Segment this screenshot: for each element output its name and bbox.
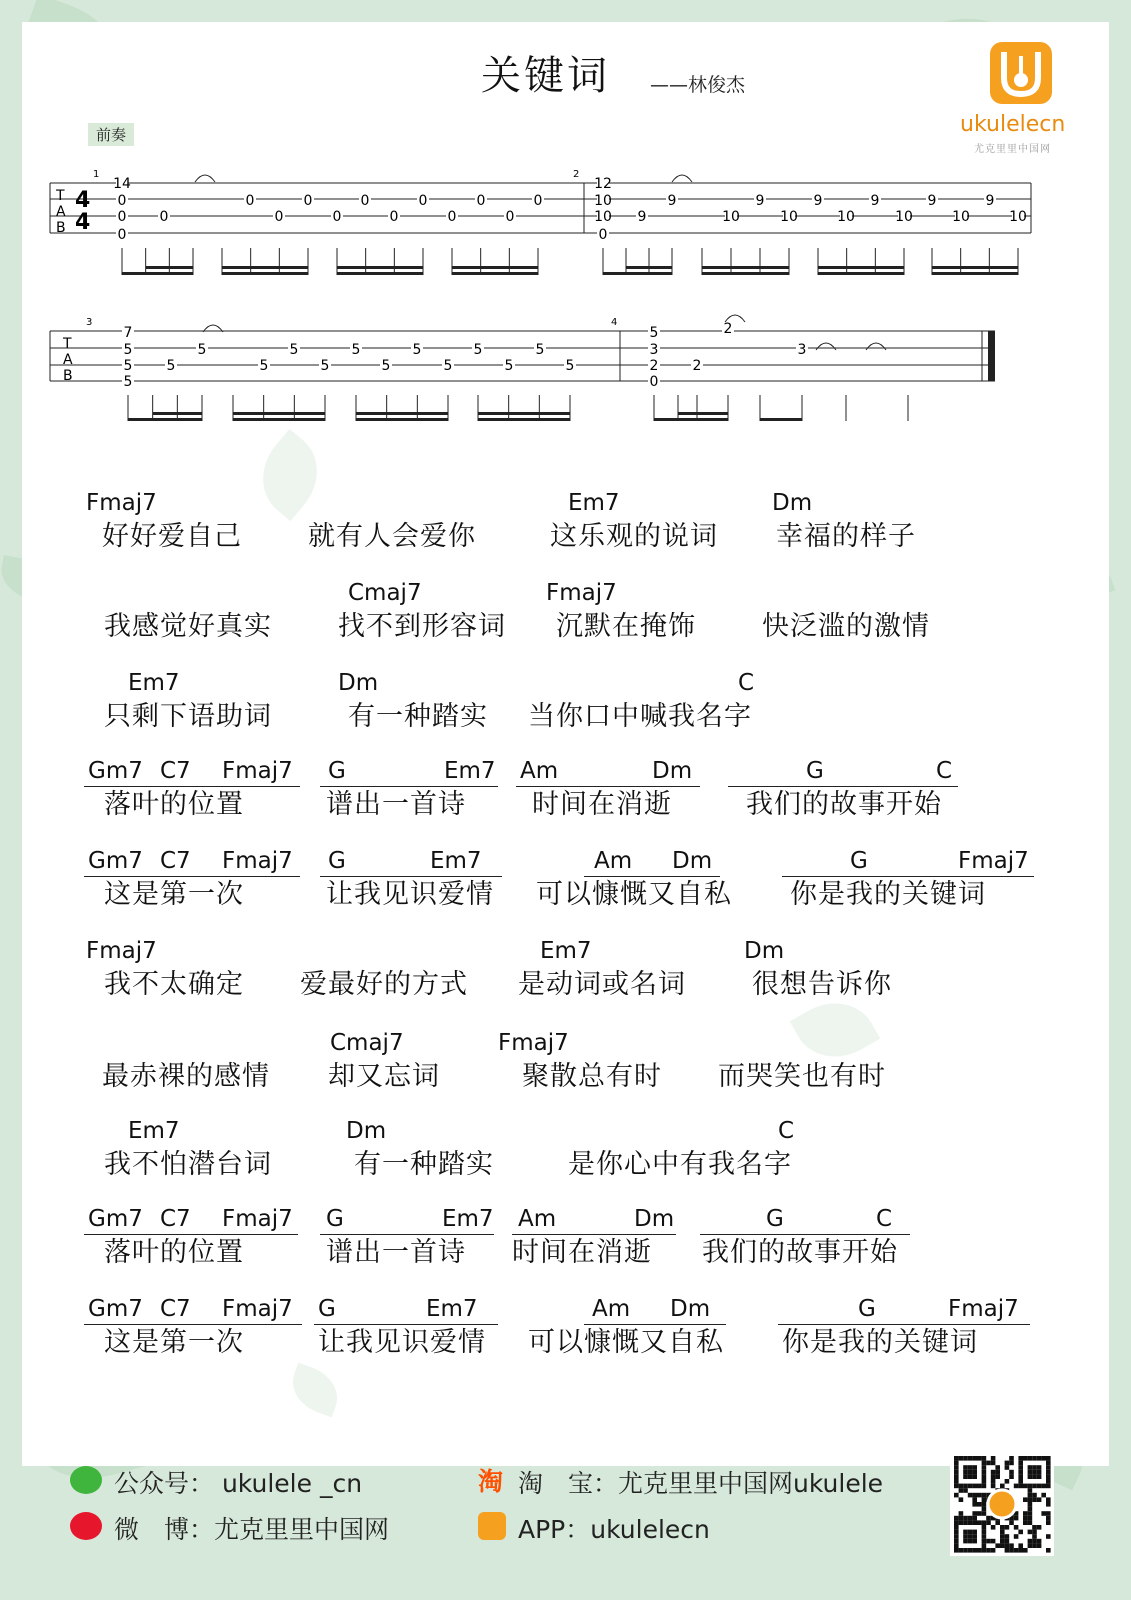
lyric-phrase: 这是第一次 [104,1327,244,1358]
lyric-phrase: 时间在消逝 [532,789,672,820]
chord-label: Dm [670,1296,711,1322]
chord-label: Dm [772,490,813,516]
tab-fret-number: 0 [303,193,313,209]
chord-underline [778,1324,1030,1325]
app-name: APP：ukulelecn [518,1515,710,1544]
chord-underline [314,1324,498,1325]
tab-fret-number: 9 [755,193,765,209]
tie-arc [866,343,886,350]
chord-label: C7 [160,1296,191,1322]
chord-label: G [766,1206,784,1232]
rhythm-beam [233,412,325,415]
chord-underline [84,786,300,787]
tab-fret-number: 5 [649,325,659,341]
lyric-phrase: 谱出一首诗 [326,1237,466,1268]
artist-name: ——林俊杰 [650,74,746,96]
chord-label: Em7 [426,1296,478,1322]
lyric-phrase: 让我见识爱情 [326,879,494,910]
chord-label: Fmaj7 [546,580,617,606]
lyric-phrase: 沉默在掩饰 [556,611,696,642]
chord-label: Em7 [444,758,496,784]
tab-fret-number: 0 [533,193,543,209]
tab-fret-number: 0 [389,209,399,225]
chord-label: Em7 [540,938,592,964]
tab-fret-number: 0 [117,227,127,243]
chord-underline [584,1324,726,1325]
chord-label: C7 [160,848,191,874]
tab-fret-number: 10 [895,209,913,225]
tab-fret-number: 5 [412,342,422,358]
chord-label: Em7 [128,670,180,696]
lyric-phrase: 落叶的位置 [104,789,244,820]
lyric-phrase: 很想告诉你 [752,969,892,1000]
tab-fret-number: 0 [476,193,486,209]
tab-fret-number: 5 [123,342,133,358]
chord-label: C7 [160,1206,191,1232]
tab-fret-number: 9 [985,193,995,209]
tab-fret-number: 10 [780,209,798,225]
lyric-phrase: 让我见识爱情 [318,1327,486,1358]
tab-fret-number: 10 [952,209,970,225]
tab-fret-number: 5 [535,342,545,358]
chord-label: G [326,1206,344,1232]
chord-label: C [876,1206,893,1232]
weibo-icon [70,1512,102,1540]
lyric-phrase: 聚散总有时 [522,1061,662,1092]
tab-fret-number: 0 [598,227,608,243]
intro-label: 前奏 [88,123,134,146]
tab-fret-number: 5 [197,342,207,358]
chord-label: Fmaj7 [958,848,1029,874]
chord-label: G [858,1296,876,1322]
tab-fret-number: 5 [504,358,514,374]
tab-fret-number: 0 [360,193,370,209]
chord-label: G [328,758,346,784]
chord-underline [84,876,300,877]
brand-subtitle: 尤克里里中国网 [974,144,1051,155]
rhythm-beam [626,266,672,269]
chord-underline [728,786,958,787]
tab-fret-number: 9 [637,209,647,225]
chord-label: Am [520,758,559,784]
lyric-phrase: 幸福的样子 [776,521,916,552]
chord-underline [584,876,720,877]
lyric-phrase: 有一种踏实 [348,701,488,732]
tab-fret-number: 5 [565,358,575,374]
lyric-phrase: 却又忘词 [328,1061,440,1092]
rhythm-beam [122,272,193,275]
rhythm-beam [153,412,202,415]
lyric-phrase: 这乐观的说词 [550,521,718,552]
tab-fret-number: 0 [332,209,342,225]
tab-fret-number: 2 [723,321,733,337]
chord-label: C [738,670,755,696]
chord-label: Fmaj7 [222,1296,293,1322]
tab-fret-number: 3 [649,342,659,358]
measure-number: 3 [86,317,93,328]
chord-underline [84,1324,302,1325]
lyric-phrase: 最赤裸的感情 [102,1061,270,1092]
chord-label: C [936,758,953,784]
tab-fret-number: 9 [927,193,937,209]
rhythm-beam [356,418,448,421]
rhythm-beam [146,266,193,269]
qr-code [950,1452,1054,1556]
chord-label: Dm [346,1118,387,1144]
tab-fret-number: 12 [594,176,612,192]
tab-fret-number: 10 [594,209,612,225]
chord-label: Fmaj7 [222,848,293,874]
chord-label: C7 [160,758,191,784]
chord-label: Dm [652,758,693,784]
time-signature-bottom: 4 [75,210,91,235]
chord-label: Dm [634,1206,675,1232]
chord-label: Am [594,848,633,874]
chord-label: Dm [744,938,785,964]
tab-fret-number: 5 [289,342,299,358]
rhythm-beam [128,418,202,421]
chord-label: Gm7 [88,1206,143,1232]
rhythm-beam [222,272,308,275]
chord-label: G [328,848,346,874]
tie-arc [672,175,692,182]
tab-fret-number: 5 [351,342,361,358]
rhythm-beam [222,266,308,269]
tab-fret-number: 0 [245,193,255,209]
chord-label: Gm7 [88,758,143,784]
chord-underline [84,1234,298,1235]
taobao-icon: 淘 [478,1467,504,1496]
chord-underline [516,786,700,787]
chord-label: G [806,758,824,784]
chord-label: G [318,1296,336,1322]
lyric-phrase: 是动词或名词 [518,969,686,1000]
lyric-phrase: 只剩下语助词 [104,701,272,732]
tab-clef-t: T [63,336,72,352]
rhythm-beam [478,418,570,421]
rhythm-beam [932,266,1018,269]
rhythm-beam [356,412,448,415]
chord-label: Cmaj7 [348,580,422,606]
rhythm-beam [452,272,538,275]
rhythm-beam [818,272,904,275]
chord-label: Fmaj7 [948,1296,1019,1322]
tab-fret-number: 3 [797,342,807,358]
tab-fret-number: 10 [722,209,740,225]
wechat-icon [70,1466,102,1494]
tab-clef-t: T [56,188,65,204]
tab-fret-number: 5 [123,358,133,374]
tie-arc [195,175,215,182]
lyric-phrase: 而哭笑也有时 [718,1061,886,1092]
chord-label: Em7 [430,848,482,874]
lyric-phrase: 落叶的位置 [104,1237,244,1268]
rhythm-beam [233,418,325,421]
brand-name: ukulelecn [960,112,1066,137]
rhythm-beam [678,412,728,415]
lyric-phrase: 你是我的关键词 [790,879,986,910]
tab-clef-b: B [63,368,73,384]
tab-fret-number: 9 [813,193,823,209]
lyric-phrase: 可以慷慨又自私 [528,1327,724,1358]
tablature [0,0,1131,440]
rhythm-beam [603,272,672,275]
chord-underline [782,876,1034,877]
tab-fret-number: 14 [113,176,131,192]
lyric-phrase: 我不怕潜台词 [104,1149,272,1180]
tab-clef-b: B [56,220,66,236]
tab-fret-number: 5 [259,358,269,374]
song-title: 关键词 [481,53,610,99]
tab-fret-number: 7 [123,325,133,341]
chord-label: Cmaj7 [330,1030,404,1056]
lyric-phrase: 爱最好的方式 [300,969,468,1000]
tab-fret-number: 2 [649,358,659,374]
chord-label: Am [518,1206,557,1232]
time-signature-top: 4 [75,188,91,213]
chord-label: Em7 [442,1206,494,1232]
measure-number: 2 [573,169,580,180]
chord-label: Fmaj7 [222,1206,293,1232]
chord-label: Dm [672,848,713,874]
tab-fret-number: 5 [166,358,176,374]
lyric-phrase: 是你心中有我名字 [568,1149,792,1180]
tab-fret-number: 10 [1009,209,1027,225]
tab-fret-number: 0 [505,209,515,225]
tab-fret-number: 2 [692,358,702,374]
tie-arc [816,343,836,350]
chord-underline [700,1234,910,1235]
lyric-phrase: 当你口中喊我名字 [528,701,752,732]
lyric-phrase: 你是我的关键词 [782,1327,978,1358]
tab-fret-number: 5 [320,358,330,374]
rhythm-beam [702,272,789,275]
tab-fret-number: 0 [447,209,457,225]
chord-label: Em7 [568,490,620,516]
chord-label: Fmaj7 [86,938,157,964]
tab-fret-number: 0 [274,209,284,225]
chord-label: C [778,1118,795,1144]
lyric-phrase: 时间在消逝 [512,1237,652,1268]
tab-fret-number: 9 [667,193,677,209]
lyric-phrase: 就有人会爱你 [308,521,476,552]
rhythm-beam [760,418,802,421]
lyric-phrase: 我们的故事开始 [746,789,942,820]
wechat-account: 公众号： ukulele _cn [114,1469,363,1498]
lyric-phrase: 我感觉好真实 [104,611,272,642]
chord-label: Fmaj7 [86,490,157,516]
tab-fret-number: 0 [649,374,659,390]
rhythm-beam [478,412,570,415]
tab-fret-number: 0 [117,193,127,209]
rhythm-beam [818,266,904,269]
rhythm-beam [337,266,423,269]
tab-fret-number: 10 [837,209,855,225]
tab-fret-number: 5 [381,358,391,374]
chord-label: Fmaj7 [498,1030,569,1056]
chord-label: G [850,848,868,874]
tab-fret-number: 5 [473,342,483,358]
tab-clef-a: A [56,204,66,220]
rhythm-beam [932,272,1018,275]
chord-label: Gm7 [88,1296,143,1322]
chord-label: Dm [338,670,379,696]
chord-underline [512,1234,676,1235]
tab-fret-number: 0 [418,193,428,209]
chord-underline [320,1234,494,1235]
chord-label: Fmaj7 [222,758,293,784]
tab-fret-number: 5 [123,374,133,390]
app-icon [478,1512,506,1540]
lyric-phrase: 我不太确定 [104,969,244,1000]
lyric-phrase: 找不到形容词 [338,611,506,642]
chord-underline [320,876,502,877]
rhythm-beam [452,266,538,269]
chord-label: Gm7 [88,848,143,874]
taobao-shop: 淘 宝：尤克里里中国网ukulele [518,1469,884,1498]
chord-label: Am [592,1296,631,1322]
tab-fret-number: 10 [594,193,612,209]
lyric-phrase: 有一种踏实 [354,1149,494,1180]
tab-fret-number: 0 [117,209,127,225]
rhythm-beam [654,418,728,421]
measure-number: 1 [93,169,100,180]
lyric-phrase: 快泛滥的激情 [762,611,930,642]
tab-fret-number: 5 [443,358,453,374]
chord-label: Em7 [128,1118,180,1144]
lyric-phrase: 谱出一首诗 [326,789,466,820]
tab-fret-number: 9 [870,193,880,209]
tab-fret-number: 0 [159,209,169,225]
rhythm-beam [337,272,423,275]
weibo-account: 微 博：尤克里里中国网 [114,1515,390,1544]
rhythm-beam [702,266,789,269]
lyric-phrase: 可以慷慨又自私 [536,879,732,910]
lyric-phrase: 这是第一次 [104,879,244,910]
measure-number: 4 [611,317,618,328]
tab-clef-a: A [63,352,73,368]
chord-underline [320,786,498,787]
lyric-phrase: 好好爱自己 [102,521,242,552]
lyric-phrase: 我们的故事开始 [702,1237,898,1268]
